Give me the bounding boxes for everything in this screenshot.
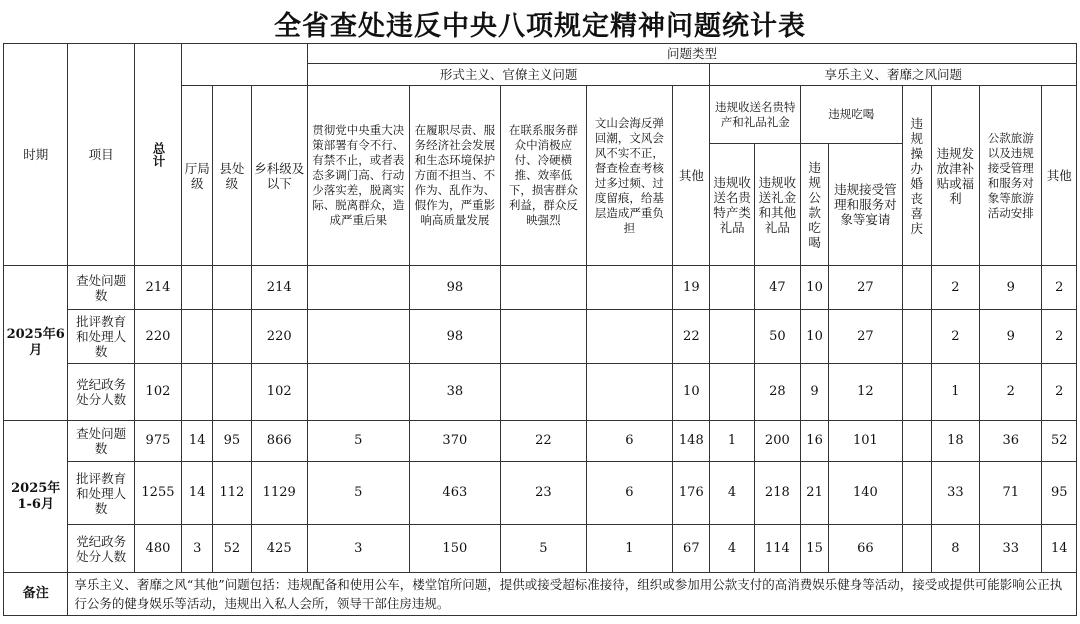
value-cell: 3 (307, 525, 409, 573)
item-header: 项目 (68, 44, 134, 266)
table-row (4, 266, 1077, 310)
value-cell: 14 (182, 421, 213, 462)
value-cell: 1255 (134, 462, 181, 525)
value-cell: 47 (754, 266, 800, 310)
item-cell: 党纪政务处分人数 (68, 525, 134, 573)
value-cell (307, 310, 409, 364)
eating-group-header: 违规吃喝 (800, 86, 902, 144)
value-cell (586, 310, 673, 364)
note-row (4, 573, 1077, 616)
value-cell (710, 266, 754, 310)
value-cell (307, 266, 409, 310)
travel-header: 公款旅游以及违规接受管理和服务对象等旅游活动安排 (980, 86, 1042, 266)
level-header-blank (182, 44, 308, 86)
period-cell: 2025年1-6月 (4, 421, 68, 573)
value-cell: 22 (673, 310, 710, 364)
value-cell: 4 (710, 525, 754, 573)
value-cell: 33 (980, 525, 1042, 573)
value-cell: 9 (980, 266, 1042, 310)
value-cell: 463 (409, 462, 501, 525)
gift-type-1-header: 违规收送名贵特产类礼品 (710, 144, 754, 266)
table-row (4, 310, 1077, 364)
value-cell: 98 (409, 310, 501, 364)
value-cell: 112 (213, 462, 251, 525)
hedonism-header: 享乐主义、奢靡之风问题 (710, 64, 1077, 86)
value-cell: 23 (501, 462, 587, 525)
value-cell: 218 (754, 462, 800, 525)
item-cell: 查处问题数 (68, 421, 134, 462)
value-cell: 95 (213, 421, 251, 462)
value-cell (902, 266, 931, 310)
table-title: 全省查处违反中央八项规定精神问题统计表 (274, 11, 806, 42)
value-cell (501, 266, 587, 310)
xian-chu-header: 县处级 (213, 86, 251, 266)
problem-type-header: 问题类型 (307, 44, 1076, 64)
value-cell: 101 (829, 421, 902, 462)
value-cell: 9 (980, 310, 1042, 364)
value-cell (182, 310, 213, 364)
value-cell: 9 (800, 364, 828, 421)
value-cell: 14 (1042, 525, 1077, 573)
value-cell: 33 (931, 462, 979, 525)
value-cell: 10 (673, 364, 710, 421)
value-cell: 866 (251, 421, 307, 462)
value-cell: 22 (501, 421, 587, 462)
total-header-label: 总计 (150, 142, 166, 167)
formalism-other-header: 其他 (673, 86, 710, 266)
value-cell: 71 (980, 462, 1042, 525)
formalism-type-2: 在履职尽责、服务经济社会发展和生态环境保护方面不担当、不作为、乱作为、假作为，严重影响高质量发展 (409, 86, 501, 266)
value-cell: 66 (829, 525, 902, 573)
value-cell: 4 (710, 462, 754, 525)
value-cell: 1 (710, 421, 754, 462)
value-cell: 52 (1042, 421, 1077, 462)
formalism-type-3: 在联系服务群众中消极应付、冷硬横推、效率低下，损害群众利益，群众反映强烈 (501, 86, 587, 266)
value-cell: 150 (409, 525, 501, 573)
value-cell: 114 (754, 525, 800, 573)
value-cell: 480 (134, 525, 181, 573)
value-cell: 12 (829, 364, 902, 421)
value-cell: 27 (829, 266, 902, 310)
value-cell: 102 (251, 364, 307, 421)
value-cell (182, 364, 213, 421)
value-cell: 8 (931, 525, 979, 573)
value-cell (213, 310, 251, 364)
value-cell: 18 (931, 421, 979, 462)
value-cell: 16 (800, 421, 828, 462)
value-cell: 38 (409, 364, 501, 421)
value-cell (902, 421, 931, 462)
value-cell: 6 (586, 421, 673, 462)
value-cell: 148 (673, 421, 710, 462)
value-cell (501, 364, 587, 421)
value-cell: 2 (1042, 364, 1077, 421)
value-cell: 36 (980, 421, 1042, 462)
value-cell: 50 (754, 310, 800, 364)
value-cell: 1 (586, 525, 673, 573)
value-cell: 1 (931, 364, 979, 421)
value-cell: 1129 (251, 462, 307, 525)
item-cell: 查处问题数 (68, 266, 134, 310)
value-cell (182, 266, 213, 310)
gift-group-header: 违规收送名贵特产和礼品礼金 (710, 86, 801, 144)
ting-ju-header: 厅局级 (182, 86, 213, 266)
xiang-ke-header: 乡科级及以下 (251, 86, 307, 266)
value-cell (902, 525, 931, 573)
value-cell: 140 (829, 462, 902, 525)
value-cell (902, 364, 931, 421)
note-label: 备注 (4, 573, 68, 616)
item-cell: 党纪政务处分人数 (68, 364, 134, 421)
value-cell: 214 (134, 266, 181, 310)
value-cell: 10 (800, 310, 828, 364)
value-cell (902, 462, 931, 525)
value-cell (710, 364, 754, 421)
value-cell: 220 (134, 310, 181, 364)
value-cell: 5 (307, 462, 409, 525)
value-cell: 27 (829, 310, 902, 364)
value-cell: 14 (182, 462, 213, 525)
value-cell (213, 364, 251, 421)
value-cell: 19 (673, 266, 710, 310)
value-cell: 98 (409, 266, 501, 310)
value-cell (501, 310, 587, 364)
table-row (4, 525, 1077, 573)
table-row (4, 364, 1077, 421)
subsidy-header: 违规发放津补贴或福利 (931, 86, 979, 266)
value-cell: 214 (251, 266, 307, 310)
value-cell (902, 310, 931, 364)
value-cell: 10 (800, 266, 828, 310)
value-cell: 102 (134, 364, 181, 421)
item-cell: 批评教育和处理人数 (68, 462, 134, 525)
eating-type-1-header: 违规公款吃喝 (800, 144, 828, 266)
period-header: 时期 (4, 44, 68, 266)
value-cell: 2 (931, 310, 979, 364)
value-cell: 15 (800, 525, 828, 573)
value-cell: 2 (1042, 266, 1077, 310)
value-cell (307, 364, 409, 421)
value-cell: 2 (980, 364, 1042, 421)
total-header (134, 44, 181, 266)
value-cell (710, 310, 754, 364)
value-cell: 52 (213, 525, 251, 573)
period-cell: 2025年6月 (4, 266, 68, 421)
value-cell: 220 (251, 310, 307, 364)
value-cell: 975 (134, 421, 181, 462)
value-cell: 2 (1042, 310, 1077, 364)
hedonism-other-header: 其他 (1042, 86, 1077, 266)
wedding-header: 违规操办婚丧喜庆 (902, 86, 931, 266)
note-text: 享乐主义、奢靡之风“其他”问题包括：违规配备和使用公车，楼堂馆所问题，提供或接受超标准接待，组织或参加用公款支付的高消费娱乐健身等活动，接受或提供可能影响公正执行公务的健身娱乐等活动，违规出入私人会所，领导干部住房违规。 (68, 573, 1077, 616)
eating-type-2-header: 违规接受管理和服务对象等宴请 (829, 144, 902, 266)
value-cell: 67 (673, 525, 710, 573)
gift-type-2-header: 违规收送礼金和其他礼品 (754, 144, 800, 266)
formalism-type-4: 文山会海反弹回潮，文风会风不实不正，督查检查考核过多过频、过度留痕，给基层造成严重负担 (586, 86, 673, 266)
value-cell: 3 (182, 525, 213, 573)
value-cell: 6 (586, 462, 673, 525)
value-cell: 425 (251, 525, 307, 573)
value-cell: 176 (673, 462, 710, 525)
value-cell: 370 (409, 421, 501, 462)
value-cell: 21 (800, 462, 828, 525)
value-cell (586, 364, 673, 421)
value-cell: 2 (931, 266, 979, 310)
value-cell (586, 266, 673, 310)
item-cell: 批评教育和处理人数 (68, 310, 134, 364)
value-cell (213, 266, 251, 310)
value-cell: 95 (1042, 462, 1077, 525)
value-cell: 200 (754, 421, 800, 462)
formalism-type-1: 贯彻党中央重大决策部署有令不行、有禁不止，或者表态多调门高、行动少落实差，脱离实际、脱离群众，造成严重后果 (307, 86, 409, 266)
statistics-table (3, 43, 1077, 616)
value-cell: 5 (501, 525, 587, 573)
value-cell: 28 (754, 364, 800, 421)
table-row (4, 462, 1077, 525)
value-cell: 5 (307, 421, 409, 462)
formalism-header: 形式主义、官僚主义问题 (307, 64, 710, 86)
table-row (4, 421, 1077, 462)
